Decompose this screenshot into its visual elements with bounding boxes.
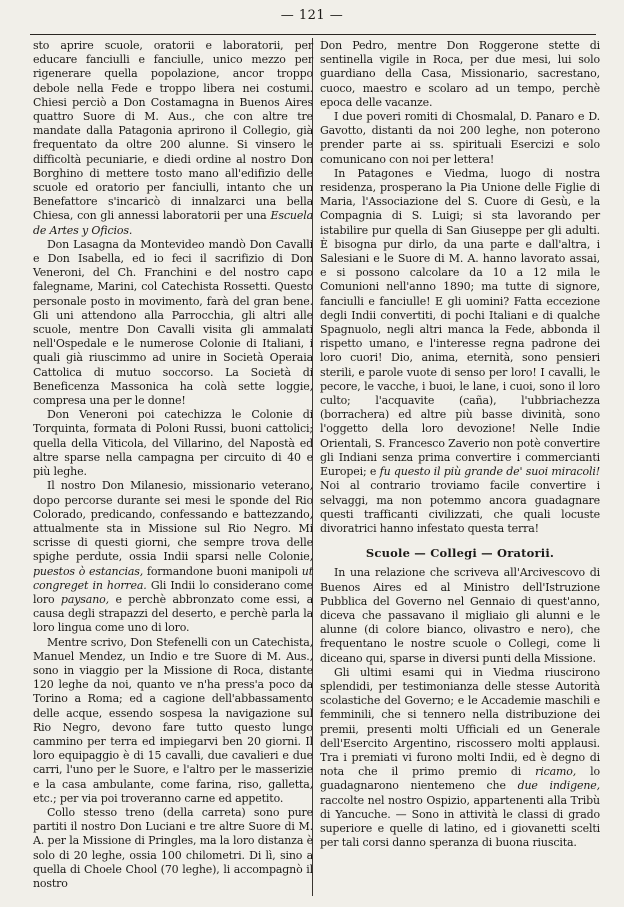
- paragraph: Don Veneroni poi catechizza le Colonie di Torquinta, formata di Poloni Russi, buoni cattolici; quella della Viticola, del Villarino, del Napostà ed altre sparse nella campagna per circuito di 40 e più leghe.: [33, 408, 313, 479]
- paragraph: In Patagones e Viedma, luogo di nostra residenza, prosperano la Pia Unione delle Figlie di Maria, l'Associazione del S. Cuore di Gesù, e la Compagnia di S. Luigi; si sta lavorando per istabilire pur quella di San Giuseppe per gli adulti. È bisogna pur dirlo, da una parte e dall'altra, i Salesiani e le Suore di M. A. hanno lavorato assai, e si possono calcolare da 10 a 12 mila le Comunioni nell'anno 1890; ma tutte di signore, fanciulli e fanciulle! E gli uomini? Fatta eccezione degli Indii convertiti, di pochi Italiani e di qualche Spagnuolo, negli altri manca la Fede, abbonda il rispetto umano, e l'interesse regna padrone dei loro cuori! Dio, anima, eternità, sono pensieri sterili, e parole vuote di senso per loro! I cavalli, le pecore, le vacche, i buoi, le lane, i cuoi, sono il loro culto; l'acquavite (caña), l'ubbriachezza (borrachera) ed altre più basse divinità, sono l'oggetto della loro devozione! Nelle Indie Orientali, S. Francesco Zaverio non potè convertire gli Indiani senza prima convertire i commercianti Europei; e fu questo il più grande de' suoi miracoli! Noi al contrario troviamo facile convertire i selvaggi, ma non potemmo ancora guadagnare questi trafficanti civilizzati, che quali locuste divoratrici hanno infestato questa terra!: [320, 166, 600, 535]
- paragraph: In una relazione che scriveva all'Arcivescovo di Buenos Aires ed al Ministro dell'Istruzione Pubblica del Governo nel Gennaio di quest'anno, diceva che passavano il migliaio gli alunni e le alunne (di colore bianco, olivastro e nero), che frequentano le nostre scuole o Collegi, come li diceano qui, sparse in diversi punti della Missione.: [320, 566, 600, 665]
- left-column: [33, 39, 313, 891]
- paragraph: sto aprire scuole, oratorii e laboratorii, per educare fanciulli e fanciulle, unico mezzo per rigenerare quella popolazione, ancor troppo debole nella Fede e troppo libera nei costumi. Chiesi perciò a Don Costamagna in Buenos Aires quattro Suore di M. Aus., che con altre tre mandate dalla Patagonia aprirono il Collegio, già frequentato da oltre 200 alunne. Si vinsero le difficoltà pecuniarie, e diedi ordine al nostro Don Borghino di mettere tosto mano all'edifizio delle scuole ed oratorio per fanciulli, intanto che un Benefattore s'incaricò di innalzarci una bella Chiesa, con gli annessi laboratorii per una Escuela de Artes y Oficios.: [33, 39, 313, 237]
- paragraph: Don Lasagna da Montevideo mandò Don Cavalli e Don Isabella, ed io feci il sacrifizio di Don Veneroni, del Ch. Franchini e del nostro capo falegname, Marini, col Catechista Rossetti. Questo personale posto in movimento, farà del gran bene. Gli uni attendono alla Parrocchia, gli altri alle scuole, mentre Don Cavalli visita gli ammalati nell'Ospedale e le numerose Colonie di Italiani, i quali già riuscimmo ad unire in Società Operaia Cattolica di mutuo soccorso. La Società di Beneficenza Massonica ha colà sette loggie, compresa una per le donne!: [33, 237, 313, 408]
- paragraph: Gli ultimi esami qui in Viedma riuscirono splendidi, per testimonianza delle stesse Autorità scolastiche del Governo; e le Accademie maschili e femminili, che si tennero nella distribuzione dei premii, presenti molti Ufficiali ed un Generale dell'Esercito Argentino, riscossero molti applausi. Tra i premiati vi furono molti Indii, ed è degno di nota che il primo premio di ricamo, lo guadagnarono nientemeno che due indigene, raccolte nel nostro Ospizio, appartenenti alla Tribù di Yancuche. — Sono in attività le classi di grado superiore e quelle di latino, ed i giovanetti scelti per tali corsi danno speranza di buona riuscita.: [320, 665, 600, 850]
- paragraph: Don Pedro, mentre Don Roggerone stette di sentinella vigile in Roca, per due mesi, lui solo guardiano della Casa, Missionario, sacrestano, cuoco, maestro e scolaro ad un tempo, perchè epoca delle vacanze.: [320, 39, 600, 109]
- paragraph: Mentre scrivo, Don Stefenelli con un Catechista, Manuel Mendez, un Indio e tre Suore di M. Aus., sono in viaggio per la Missione di Roca, distante 120 leghe da noi, quanto ve n'ha press'a poco da Torino a Roma; ed a cagione dell'abbassamento delle acque, essendo sospesa la navigazione sul Rio Negro, devono fare tutto questo lungo cammino per terra ed impiegarvi ben 20 giorni. Il loro equipaggio è di 15 cavalli, due cavalieri e due carri, l'uno per le Suore, e l'altro per le masserizie e la casa ambulante, come farina, riso, galletta, etc.; per via poi troveranno carne ed appetito.: [33, 635, 313, 805]
- paragraph: Il nostro Don Milanesio, missionario veterano, dopo percorse durante sei mesi le sponde del Rio Colorado, predicando, confessando e battezzando, attualmente sta in Missione sul Rio Negro. Mi scrisse di questi giorni, che sempre trova delle spighe perdute, ossia Indii sparsi nelle Colonie, puestos ò estancias, formandone buoni manipoli ut congreget in horrea. Gli Indii lo considerano come loro paysano, e perchè abbronzato come essi, a causa degli strapazzi del deserto, e perchè parla la loro lingua come uno di loro.: [33, 479, 314, 635]
- right-column: [320, 39, 600, 850]
- paragraph: I due poveri romiti di Chosmalal, D. Panaro e D. Gavotto, distanti da noi 200 leghe, non poterono prender parte ai ss. spirituali Esercizi e solo comunicano con noi per lettera!: [320, 110, 600, 166]
- header-rule: [30, 34, 596, 35]
- page-number-header: — 121 —: [280, 8, 344, 23]
- section-title: Scuole — Collegi — Oratorii.: [365, 546, 555, 561]
- paragraph: Collo stesso treno (della carreta) sono pure partiti il nostro Don Luciani e tre altre Suore di M. A. per la Missione di Pringles, ma la loro distanza è solo di 20 leghe, ossia 100 chilometri. Di lì, sino a quella di Choele Chool (70 leghe), li accompagnò il nostro: [33, 805, 313, 890]
